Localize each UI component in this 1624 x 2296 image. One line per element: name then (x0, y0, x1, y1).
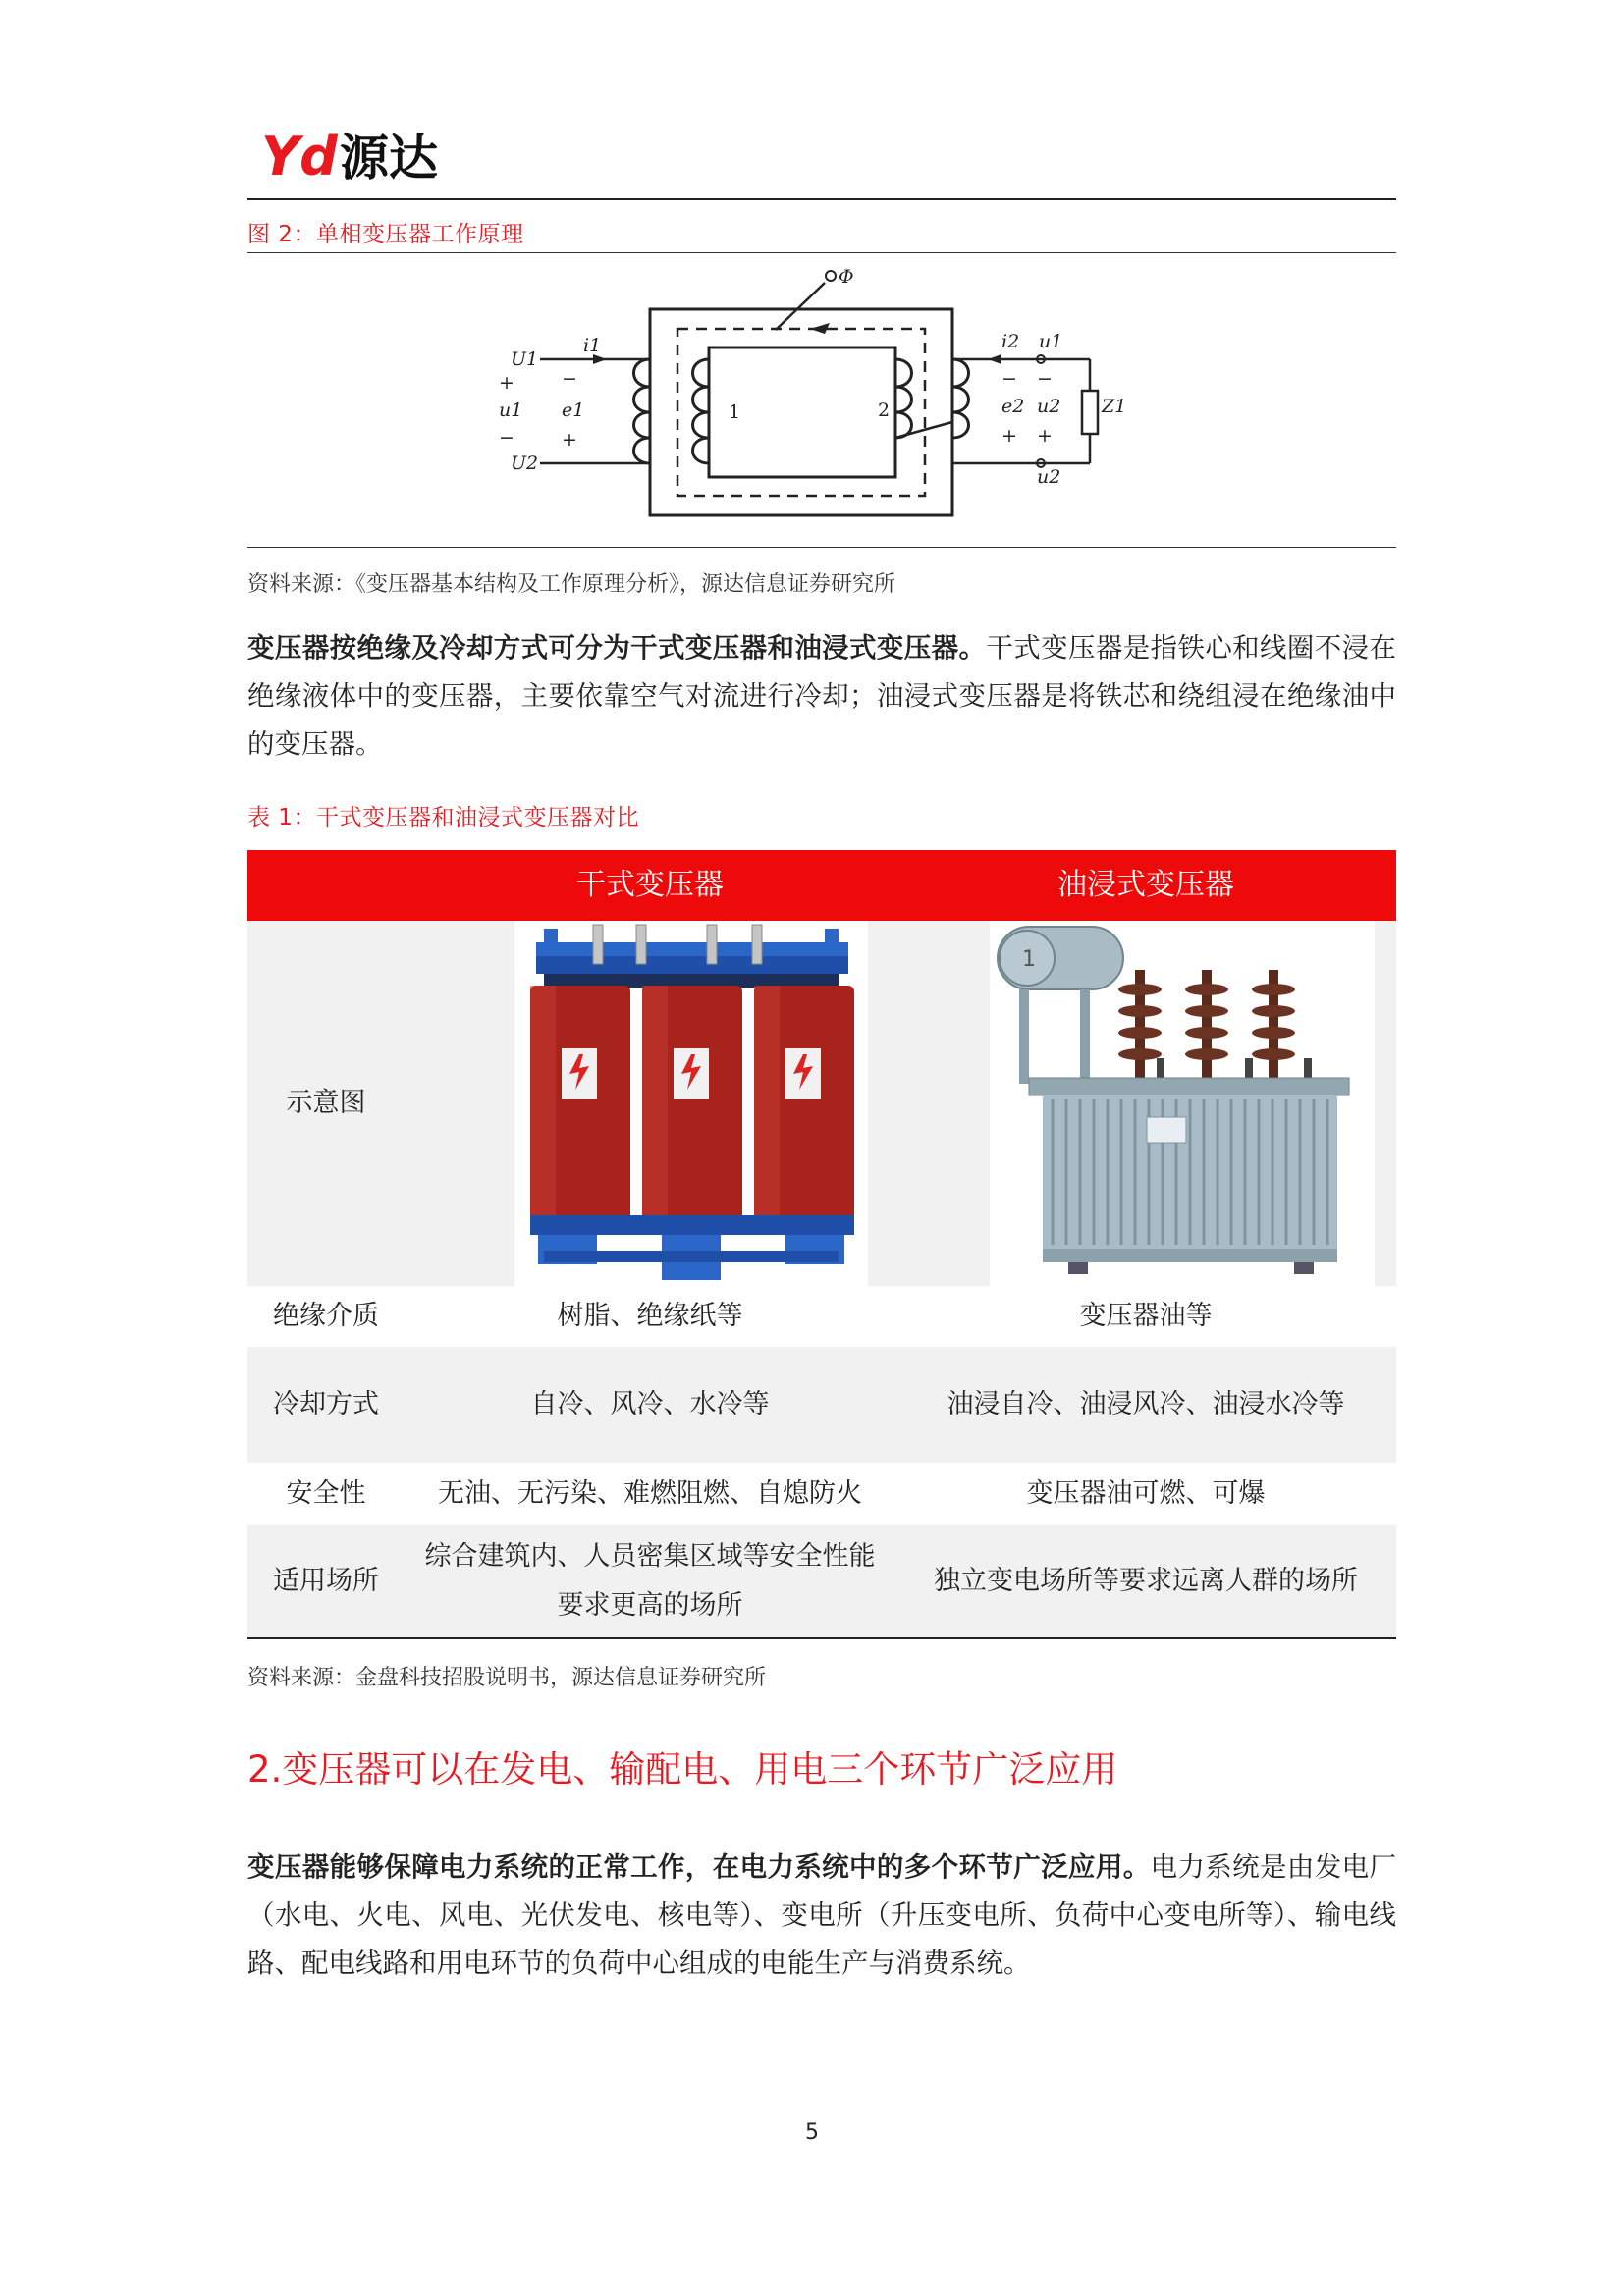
cell-dry: 树脂、绝缘纸等 (557, 1301, 743, 1331)
svg-text:1: 1 (1022, 947, 1036, 972)
label-winding-2: 2 (878, 400, 891, 421)
label-i1: i1 (583, 335, 602, 356)
paragraph-power-system (247, 1843, 1396, 1988)
table-row (247, 1525, 1396, 1637)
logo-text: 源达 (340, 130, 438, 185)
table-bottom-rule (247, 1637, 1396, 1639)
label-phi: Φ (839, 266, 854, 288)
label-Z1: Z1 (1102, 396, 1127, 417)
row-label: 绝缘介质 (273, 1301, 379, 1331)
load-Z1 (1082, 391, 1098, 434)
table-row (247, 1463, 1396, 1525)
figure-source: 资料来源：《变压器基本结构及工作原理分析》，源达信息证券研究所 (247, 572, 896, 597)
primary-coil (634, 359, 710, 463)
header-dry-type: 干式变压器 (576, 868, 724, 902)
label-U2: U2 (511, 453, 539, 474)
header-rule (247, 198, 1396, 200)
figure-caption: 图 2：单相变压器工作原理 (247, 222, 524, 247)
cell-dry: 自冷、风冷、水冷等 (530, 1389, 770, 1419)
secondary-coil (895, 359, 969, 438)
figure-top-rule (247, 252, 1396, 253)
label-u2-mid: u2 (1037, 396, 1061, 417)
label-plus-left: + (499, 372, 514, 394)
row-label-image: 示意图 (286, 1088, 366, 1118)
cell-oil: 独立变电场所等要求远离人群的场所 (934, 1566, 1358, 1596)
section-heading: 2.变压器可以在发电、输配电、用电三个环节广泛应用 (247, 1748, 1118, 1790)
label-u1-right: u1 (1039, 331, 1063, 352)
row-label: 适用场所 (273, 1566, 379, 1596)
logo-mark (261, 126, 339, 185)
cell-oil: 变压器油可燃、可爆 (1026, 1478, 1266, 1509)
paragraph-power-system-lead: 变压器能够保障电力系统的正常工作，在电力系统中的多个环节广泛应用。 (247, 1851, 1151, 1883)
label-u1-left: u1 (499, 400, 523, 421)
cell-dry: 无油、无污染、难燃阻燃、自熄防火 (438, 1478, 862, 1509)
phi-pointer (776, 283, 825, 330)
label-u2-bottom: u2 (1037, 466, 1061, 488)
table-caption: 表 1：干式变压器和油浸式变压器对比 (247, 805, 639, 830)
label-minus-e2: − (1001, 368, 1017, 390)
paragraph-power-system-body: 电力系统是由发电厂（水电、火电、风电、光伏发电、核电等）、变电所（升压变电所、负荷中心变电所等）、输电线路、配电线路和用电环节的负荷中心组成的电能生产与消费系统。 (247, 1851, 1397, 1979)
cell-dry: 综合建筑内、人员密集区域等安全性能要求更高的场所 (424, 1541, 876, 1621)
label-plus-e1: + (562, 429, 577, 451)
row-label: 冷却方式 (273, 1389, 379, 1419)
paragraph-classification-lead: 变压器按绝缘及冷却方式可分为干式变压器和油浸式变压器。 (247, 632, 987, 664)
phi-arrowhead (810, 323, 830, 334)
cell-oil: 变压器油等 (1079, 1301, 1213, 1331)
paragraph-classification-body: 干式变压器是指铁心和线圈不浸在绝缘液体中的变压器，主要依靠空气对流进行冷却；油浸式变压器是将铁芯和绕组浸在绝缘油中的变压器。 (247, 632, 1397, 760)
label-U1: U1 (511, 348, 539, 370)
table-row (247, 1347, 1396, 1463)
label-plus-e2: + (1001, 425, 1017, 447)
cell-oil: 油浸自冷、油浸风冷、油浸水冷等 (947, 1389, 1345, 1419)
dry-transformer-image (514, 921, 868, 1286)
label-i2: i2 (1001, 331, 1020, 352)
oil-transformer-image (990, 921, 1375, 1286)
label-minus-left: − (499, 427, 514, 449)
label-minus-u2: − (1037, 368, 1053, 390)
label-plus-u2: + (1037, 425, 1053, 447)
header-oil-immersed: 油浸式变压器 (1057, 868, 1234, 902)
logo-mark-text: Yd (261, 126, 338, 185)
label-minus-e1: − (562, 368, 577, 390)
paragraph-classification (247, 624, 1396, 769)
page-number: 5 (805, 2120, 819, 2145)
transformer-diagram (491, 263, 1129, 528)
label-e2: e2 (1001, 396, 1025, 417)
table-row (247, 1286, 1396, 1347)
brand-logo (261, 126, 477, 185)
figure-bottom-rule (247, 547, 1396, 548)
i2-arrowhead (988, 354, 1001, 364)
table-row-image (247, 921, 1396, 1286)
phi-circle (826, 271, 836, 281)
header-blank (247, 850, 405, 921)
row-label: 安全性 (286, 1478, 366, 1509)
label-winding-1: 1 (729, 401, 741, 423)
core-outer (650, 309, 952, 515)
table-header-row (247, 850, 1396, 921)
label-e1: e1 (562, 400, 585, 421)
table-source: 资料来源：金盘科技招股说明书，源达信息证券研究所 (247, 1666, 767, 1690)
